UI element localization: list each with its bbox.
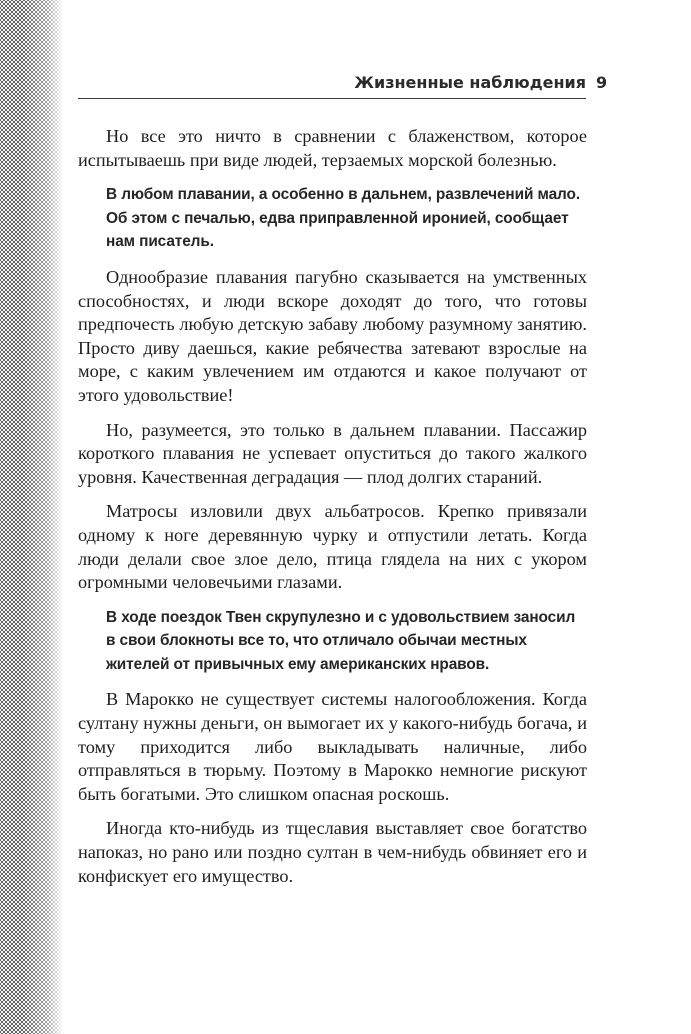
- body-text: [78, 125, 587, 899]
- paragraph: Но все это ничто в сравнении с блаженством, которое испытываешь при виде людей, терзаемых морской болезнью.: [78, 126, 587, 170]
- editor-note: В ходе поездок Твен скрупулезно и с удовольствием заносил в свои блокноты все то, что отличало обычаи местных жителей от привычных ему американских нравов.: [106, 608, 576, 673]
- paragraph: Иногда кто-нибудь из тщеславия выставляет свое богатство напоказ, но рано или поздно султан в чем-нибудь обвиняет его и конфискует его имущество.: [78, 818, 587, 886]
- paragraph: В Марокко не существует системы налогообложения. Когда султану нужны деньги, он вымогает их у какого-нибудь богача, и тому приходится либо выкладывать наличные, либо отправляться в тюрьму. Поэтому в Марокко немногие рискуют быть богатыми. Это слишком опасная роскошь.: [78, 689, 587, 804]
- paragraph: Матросы изловили двух альбатросов. Крепко привязали одному к ноге деревянную чурку и отпустили летать. Когда люди делали свое злое дело, птица глядела на них с укором огромными человечьими глазами.: [78, 501, 587, 593]
- editor-note: В любом плавании, а особенно в дальнем, развлечений мало. Об этом с печалью, едва приправленной иронией, сообщает нам писатель.: [106, 186, 581, 251]
- paragraph: Однообразие плавания пагубно сказывается на умственных способностях, и люди вскоре доходят до того, что готовы предпочесть любую детскую забаву любому разумному занятию. Просто диву даешься, какие ребячества затевают взрослые на море, с каким увлечением им отдаются и какое получают от этого удовольствие!: [78, 266, 587, 405]
- running-header: Жизненные наблюдения: [354, 73, 586, 92]
- page-number: 9: [596, 73, 608, 92]
- header-rule: [78, 98, 586, 99]
- paragraph: Но, разумеется, это только в дальнем плавании. Пассажир короткого плавания не успевает опуститься до такого жалкого уровня. Качественная деградация — плод долгих стараний.: [78, 419, 587, 487]
- halftone-edge-strip: [0, 0, 64, 1034]
